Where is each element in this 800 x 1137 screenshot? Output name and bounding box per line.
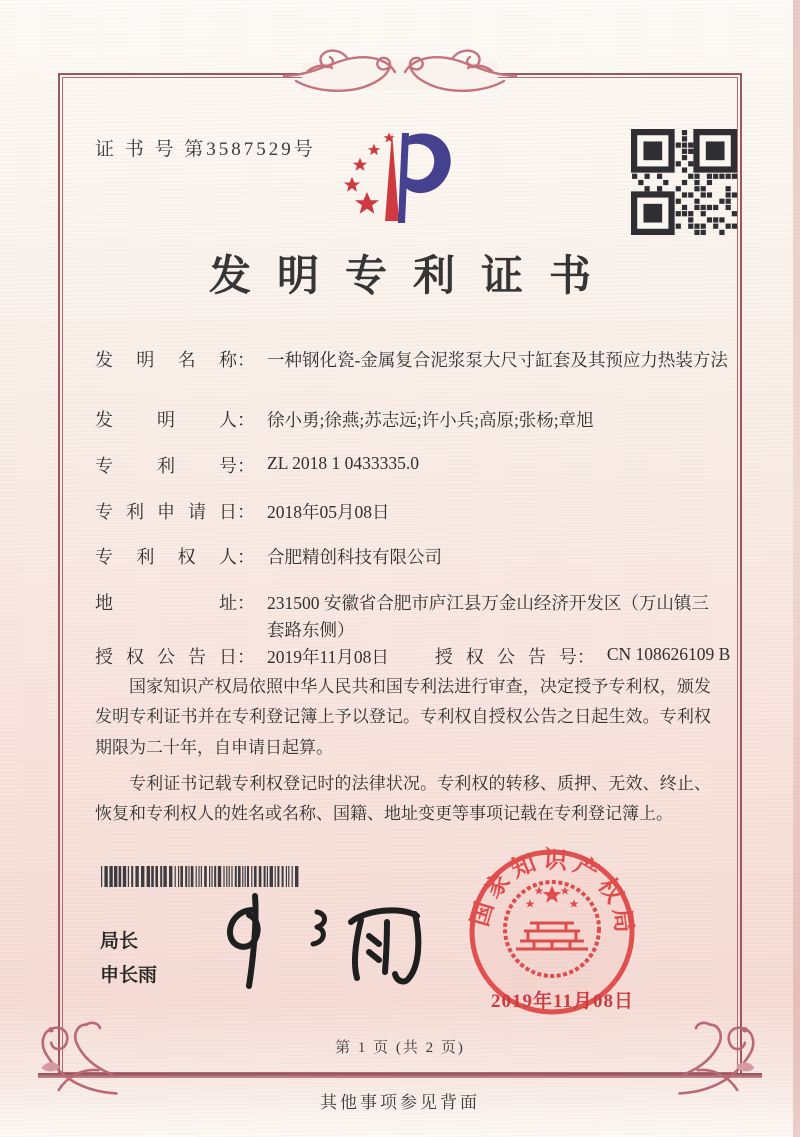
field-colon: ： — [237, 547, 255, 567]
field-address — [95, 589, 712, 644]
certificate-number: 证 书 号 第3587529号 — [95, 139, 316, 160]
grant-number-value: CN 108626109 B — [606, 644, 731, 664]
grant-date-value: 2019年11月08日 — [267, 647, 389, 667]
certificate-title: 发明专利证书 — [208, 254, 617, 300]
signer-role: 局长 — [100, 931, 139, 952]
field-colon: ： — [237, 350, 255, 370]
field-label: 专利权人 — [95, 547, 237, 567]
field-label: 地址 — [95, 593, 237, 613]
field-inventors — [95, 406, 594, 432]
field-colon: ： — [237, 456, 255, 476]
signer-block — [100, 925, 157, 993]
legal-text — [95, 672, 711, 835]
field-colon: ： — [576, 647, 595, 667]
director-signature — [205, 888, 435, 996]
field-value: 徐小勇;徐燕;苏志远;许小兵;高原;张杨;章旭 — [267, 410, 594, 430]
field-value: 一种钢化瓷-金属复合泥浆泵大尺寸缸套及其预应力热装方法 — [267, 350, 728, 370]
barcode — [100, 866, 306, 887]
field-filing-date — [95, 498, 390, 524]
field-grant-row — [95, 643, 730, 669]
field-label: 专利号 — [95, 456, 237, 476]
seal-text: 国家知识产权局 — [467, 847, 638, 939]
field-label: 专利申请日 — [95, 502, 237, 522]
field-value: 2018年05月08日 — [267, 502, 390, 522]
field-label: 授权公告日 — [95, 647, 237, 667]
field-value: 合肥精创科技有限公司 — [267, 547, 442, 567]
legal-paragraph-2: 专利证书记载专利权登记时的法律状况。专利权的转移、质押、无效、终止、恢复和专利权人的姓名或名称、国籍、地址变更等事项记载在专利登记簿上。 — [95, 773, 711, 823]
field-patentee — [95, 543, 442, 569]
top-border-ornament — [278, 45, 522, 107]
field-invention-name — [95, 346, 728, 372]
qr-code — [631, 129, 737, 235]
field-label: 授权公告号 — [434, 647, 577, 667]
field-colon: ： — [237, 502, 255, 522]
field-value: 231500 安徽省合肥市庐江县万金山经济开发区（万山镇三套路东侧） — [267, 593, 709, 641]
page-number: 第 1 页 (共 2 页) — [335, 1040, 465, 1056]
field-colon: ： — [237, 593, 255, 613]
field-label: 发明人 — [95, 410, 237, 430]
signer-name: 申长雨 — [100, 965, 158, 987]
field-label: 发明名称 — [95, 350, 237, 370]
field-grant-number — [435, 643, 730, 669]
photo-edge-strip — [793, 0, 800, 1137]
field-colon: ： — [237, 410, 255, 430]
field-colon: ： — [237, 647, 255, 667]
legal-paragraph-1: 国家知识产权局依照中华人民共和国专利法进行审查，决定授予专利权，颁发发明专利证书并在专利登记簿上予以登记。专利权自授权公告之日起生效。专利权期限为二十年，自申请日起算。 — [95, 677, 711, 757]
cnipa-logo-icon — [322, 124, 474, 234]
field-value: ZL 2018 1 0433335.0 — [267, 453, 419, 473]
field-patent-number — [95, 452, 419, 478]
seal-date: 2019年11月08日 — [491, 991, 634, 1012]
back-note: 其他事项参见背面 — [320, 1093, 480, 1112]
